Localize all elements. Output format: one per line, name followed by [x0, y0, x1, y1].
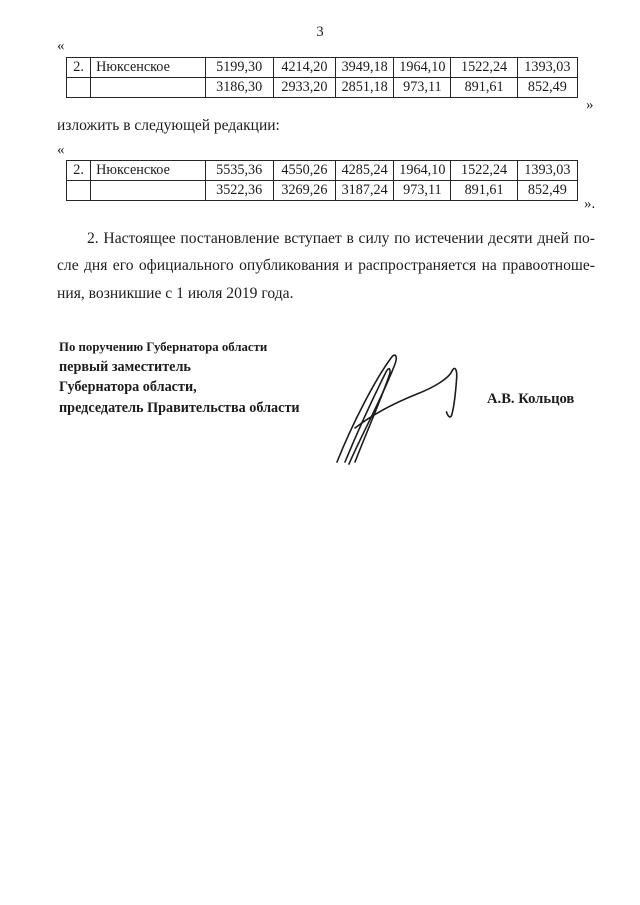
table-cell: 1393,03 — [517, 161, 577, 181]
table-cell: 891,61 — [451, 78, 517, 98]
table-cell: 3186,30 — [205, 78, 273, 98]
table-cell: 5535,36 — [205, 161, 273, 181]
signatory-title-line: первый заместитель — [59, 359, 191, 375]
closing-quote-mark-old: » — [586, 97, 594, 113]
table-cell: 3949,18 — [336, 58, 394, 78]
table-cell: 1964,10 — [394, 58, 451, 78]
table-cell — [67, 78, 91, 98]
table-cell: Нюксенское — [91, 58, 205, 78]
signatory-title-line: По поручению Губернатора области — [59, 340, 268, 354]
handwritten-signature-icon — [325, 350, 465, 462]
table-row — [67, 181, 578, 201]
table-cell — [67, 181, 91, 201]
signatory-name: А.В. Кольцов — [487, 391, 575, 407]
signatory-title-line: Губернатора области, — [59, 379, 197, 396]
table-cell: 3522,36 — [205, 181, 273, 201]
table-cell: 891,61 — [451, 181, 517, 201]
table-cell: 4550,26 — [273, 161, 335, 181]
table-cell: 852,49 — [517, 78, 577, 98]
table-cell: 973,11 — [394, 78, 451, 98]
closing-quote-mark-new: ». — [584, 196, 596, 212]
paragraph-line: 2. Настоящее постановление вступает в силу по истечении десяти дней по- — [87, 230, 595, 247]
table-cell: 1522,24 — [451, 58, 517, 78]
table-cell — [91, 181, 205, 201]
signatory-title-block — [59, 338, 300, 418]
table-cell: 2851,18 — [336, 78, 394, 98]
paragraph-line: сле дня его официального опубликования и распространяется на правоотноше- — [57, 257, 595, 275]
table-cell: 2933,20 — [273, 78, 335, 98]
table-cell: 852,49 — [517, 181, 577, 201]
decree-paragraph — [57, 225, 595, 307]
table-cell: 1964,10 — [394, 161, 451, 181]
table-cell: 2. — [67, 161, 91, 181]
table-cell: 973,11 — [394, 181, 451, 201]
table-cell: 5199,30 — [205, 58, 273, 78]
rates-table-old — [66, 57, 578, 98]
paragraph-line: ния, возникшие с 1 июля 2019 года. — [57, 284, 294, 302]
opening-quote-mark-new: « — [57, 142, 65, 158]
table-row — [67, 58, 578, 78]
table-cell: 3187,24 — [336, 181, 394, 201]
table-cell: 2. — [67, 58, 91, 78]
table-cell: 1393,03 — [517, 58, 577, 78]
signatory-title-line: председатель Правительства области — [59, 399, 300, 416]
table-cell: 4214,20 — [273, 58, 335, 78]
table-cell: 4285,24 — [336, 161, 394, 181]
table-row — [67, 78, 578, 98]
page-number: 3 — [316, 24, 324, 40]
amendment-intro-text: изложить в следующей редакции: — [57, 117, 280, 134]
table-cell: Нюксенское — [91, 161, 205, 181]
table-row — [67, 161, 578, 181]
rates-table-new — [66, 160, 578, 201]
table-cell — [91, 78, 205, 98]
table-cell: 3269,26 — [273, 181, 335, 201]
opening-quote-mark-old: « — [57, 38, 65, 54]
table-cell: 1522,24 — [451, 161, 517, 181]
